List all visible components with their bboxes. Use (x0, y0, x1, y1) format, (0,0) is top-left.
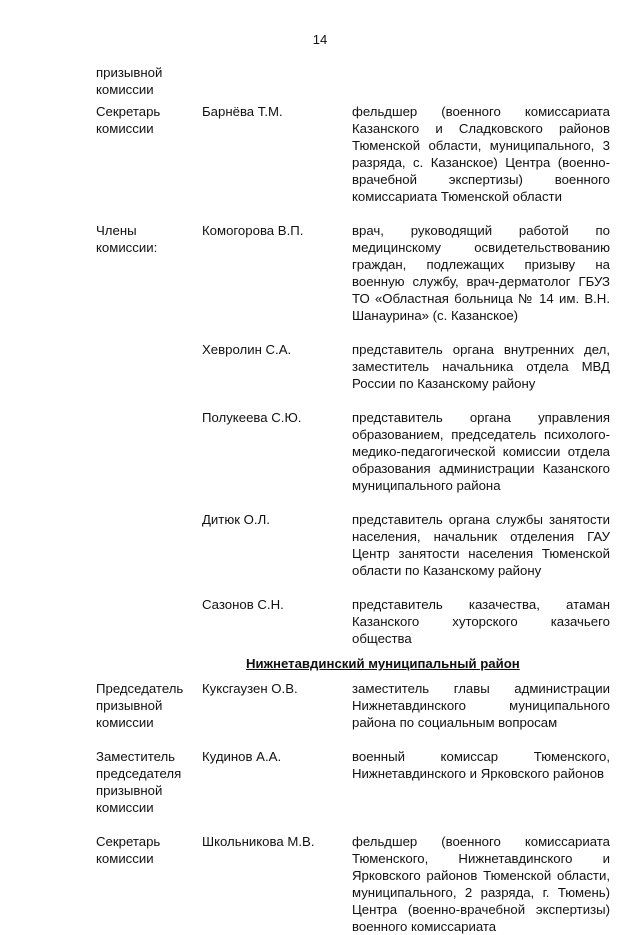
person-name: Кудинов А.А. (202, 749, 282, 764)
position-description: заместитель главы администрации Нижнетавдинского муниципального района по социальным вопросам (352, 681, 610, 730)
position-description: представитель органа службы занятости населения, начальник отделения ГАУ Центр занятости населения Тюменской области по Казанскому району (352, 512, 610, 578)
table-row (96, 833, 610, 935)
section-heading: Нижнетавдинский муниципальный район (246, 656, 520, 671)
page-number: 14 (312, 32, 328, 47)
position-description: фельдшер (военного комиссариата Тюменского, Нижнетавдинского и Ярковского районов Тюменской области, муниципального, 2 разряда, г. Тюмень) Центра (военно-врачебной экспертизы) военного комиссариата (352, 834, 610, 934)
person-name: Барнёва Т.М. (202, 104, 283, 119)
top-fragment-row (96, 64, 610, 98)
position-description: фельдшер (военного комиссариата Казанского и Сладковского районов Тюменской области, муниципального, 3 разряда, с. Казанское) Центра (военно-врачебной экспертизы) военного комиссариата Тюменской области (352, 104, 610, 204)
role-label: Председатель призывной комиссии (96, 681, 184, 730)
person-name: Комогорова В.П. (202, 223, 304, 238)
role-label: Заместитель председателя призывной комиссии (96, 749, 182, 815)
position-description: представитель казачества, атаман Казанского хуторского казачьего общества (352, 597, 610, 646)
person-name: Школьникова М.В. (202, 834, 315, 849)
person-name: Куксгаузен О.В. (202, 681, 298, 696)
table-row (96, 103, 610, 205)
person-name: Дитюк О.Л. (202, 512, 270, 527)
table-row (96, 511, 610, 579)
position-description: представитель органа внутренних дел, заместитель начальника отдела МВД России по Казанскому району (352, 342, 610, 391)
role-label: Секретарь комиссии (96, 834, 161, 866)
table-row (96, 680, 610, 731)
role-label: Секретарь комиссии (96, 104, 161, 136)
person-name: Сазонов С.Н. (202, 597, 284, 612)
role-label: Члены комиссии: (96, 223, 158, 255)
person-name: Хевролин С.А. (202, 342, 292, 357)
table-row (96, 222, 610, 324)
table-row (96, 748, 610, 816)
role-label: призывной комиссии (96, 65, 163, 97)
position-description: врач, руководящий работой по медицинскому освидетельствованию граждан, подлежащих призыву на военную службу, врач-дерматолог ГБУЗ ТО «Областная больница № 14 им. В.Н. Шанаурина» (с. Казанское) (352, 223, 610, 323)
table-row (96, 409, 610, 494)
person-name: Полукеева С.Ю. (202, 410, 302, 425)
document-body (96, 64, 610, 935)
table-row (96, 341, 610, 392)
table-row (96, 596, 610, 647)
position-description: представитель органа управления образованием, председатель психолого-медико-педагогической комиссии отдела образования администрации Казанского муниципального района (352, 410, 610, 493)
position-description: военный комиссар Тюменского, Нижнетавдинского и Ярковского районов (352, 749, 610, 781)
